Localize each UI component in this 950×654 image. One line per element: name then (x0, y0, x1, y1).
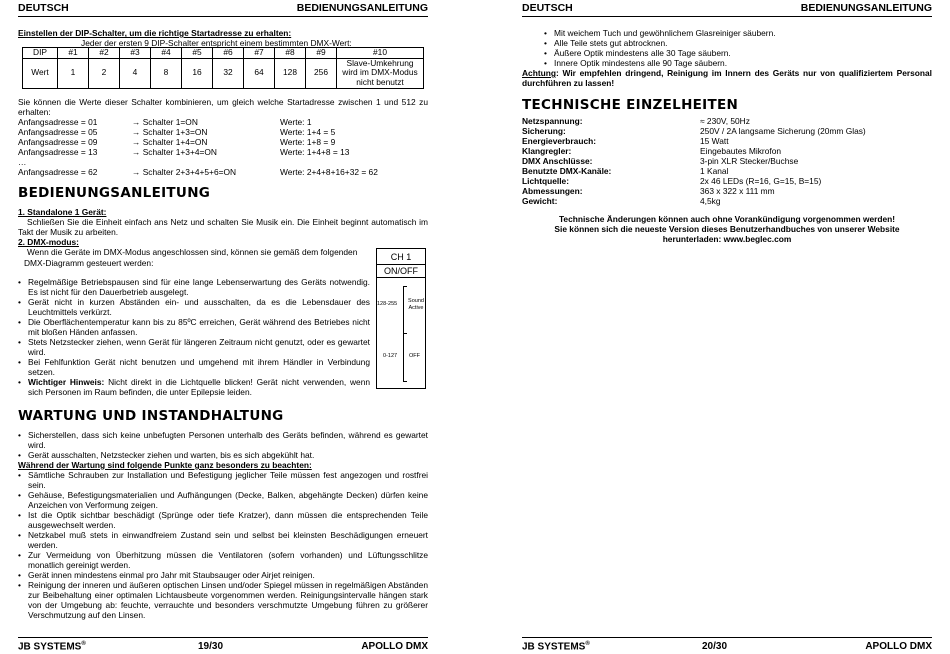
label-line: Sound (408, 298, 424, 304)
maintenance-heading: Während der Wartung sind folgende Punkte ganz besonders zu beachten: (18, 460, 312, 470)
dmx-diagram (376, 248, 426, 389)
spec-value: 1 Kanal (700, 166, 729, 176)
spec-value: 3-pin XLR Stecker/Buchse (700, 156, 799, 166)
list-item: • Stets Netzstecker ziehen, wenn Gerät für längeren Zeitraum nicht genutzt, oder es gewartet wird. (18, 337, 370, 357)
list-item: • Alle Teile stets gut abtrocknen. (544, 38, 932, 48)
spec-value: 15 Watt (700, 136, 729, 146)
section-heading-operation: BEDIENUNGSANLEITUNG (18, 185, 211, 201)
table-cell: #2 (89, 48, 120, 59)
spec-value: 2x 46 LEDs (R=16, G=15, B=15) (700, 176, 822, 186)
dip-heading: Einstellen der DIP-Schalter, um die richtige Startadresse zu erhalten: (18, 28, 292, 38)
brand-text: JB SYSTEMS (522, 641, 586, 653)
spec-key: DMX Anschlüsse: (522, 156, 593, 166)
table-cell: 64 (244, 58, 275, 88)
footer-brand (18, 641, 86, 652)
range-low-label: OFF (409, 353, 420, 359)
table-cell: 256 (306, 58, 337, 88)
address-list (18, 117, 428, 177)
spec-list (522, 116, 932, 206)
spec-row (522, 126, 932, 136)
table-cell: DIP (23, 48, 58, 59)
spec-key: Sicherung: (522, 126, 566, 136)
table-row (23, 58, 424, 88)
address-value: Werte: 1+4+8 = 13 (280, 147, 350, 157)
list-item: • Ist die Optik sichtbar beschädigt (Sprünge oder tiefe Kratzer), dann müssen die entsprechenden Teile ausgewechselt werden. (18, 510, 428, 530)
section-heading-specs: TECHNISCHE EINZELHEITEN (522, 97, 739, 113)
warning-text: Nicht direkt in die Lichtquelle blicken! Gerät nicht verwenden, wenn sich Personen im Raum befinden, die unter Epilepsie leiden. (28, 377, 371, 397)
cell-line: wird im DMX-Modus (342, 67, 418, 78)
spec-value: Eingebautes Mikrofon (700, 146, 782, 156)
table-cell: #10 (337, 48, 424, 59)
list-item (18, 127, 428, 137)
dmx-section (18, 237, 370, 268)
table-cell: #8 (275, 48, 306, 59)
address-switch: → Schalter 1+3+4=ON (132, 147, 217, 157)
header-language: DEUTSCH (522, 2, 573, 14)
page-number: 19/30 (198, 641, 224, 652)
table-cell: #3 (120, 48, 151, 59)
table-cell: 2 (89, 58, 120, 88)
spec-row (522, 166, 932, 176)
list-item: • Regelmäßige Betriebspausen sind für eine lange Lebenserwartung des Geräts notwendig. Es ist nicht für den Dauerbetrieb ausgelegt. (18, 277, 370, 297)
table-cell: Wert (23, 58, 58, 88)
list-item: • Gerät nicht in kurzen Abständen ein- und ausschalten, da es die Lebensdauer des Leuchtmittels verkürzt. (18, 297, 370, 317)
notice (522, 214, 932, 244)
list-item (18, 167, 428, 177)
list-item: • Äußere Optik mindestens alle 30 Tage säubern. (544, 48, 932, 58)
table-cell: 8 (151, 58, 182, 88)
dmx-title: 2. DMX-modus: (18, 237, 79, 247)
spec-row (522, 146, 932, 156)
address-start: Anfangsadresse = 05 (18, 127, 98, 137)
spec-key: Energieverbrauch: (522, 136, 597, 146)
notice-line: herunterladen: www.beglec.com (662, 234, 792, 244)
spec-key: Klangregler: (522, 146, 572, 156)
caution-text: : Wir empfehlen dringend, Reinigung im Innern des Geräts nur von qualifiziertem Personal durchführen zu lassen! (522, 68, 932, 88)
list-item: • Gehäuse, Befestigungsmaterialien und Aufhängungen (Decke, Balken, abgehängte Decken) dürfen keine Anzeichen von Verformung zeigen. (18, 490, 428, 510)
list-item: • Bei Fehlfunktion Gerät nicht benutzen und umgehend mit ihrem Händler in Verbindung setzen. (18, 357, 370, 377)
cell-line: Slave-Umkehrung (346, 57, 414, 68)
page-footer (18, 637, 428, 654)
table-cell: 32 (213, 58, 244, 88)
dip-section (18, 28, 428, 48)
registered-mark: ® (585, 641, 590, 647)
header-title: BEDIENUNGSANLEITUNG (296, 2, 428, 14)
footer-model: APOLLO DMX (865, 641, 932, 652)
spec-key: Gewicht: (522, 196, 558, 206)
address-switch: → Schalter 2+3+4+5+6=ON (132, 167, 237, 177)
dmx-text: Wenn die Geräte im DMX-Modus angeschlossen sind, können sie gemäß dem folgenden (27, 247, 358, 257)
page-header (522, 2, 932, 17)
page-header (18, 2, 428, 17)
standalone-title: 1. Standalone 1 Gerät: (18, 207, 107, 217)
address-switch: → Schalter 1=ON (132, 117, 198, 127)
list-item: • Die Oberflächentemperatur kann bis zu 85ºC erreichen, Gerät während des Betriebes nicht mit bloßen Händen anfassen. (18, 317, 370, 337)
header-title: BEDIENUNGSANLEITUNG (800, 2, 932, 14)
list-item: • Gerät innen mindestens einmal pro Jahr mit Staubsauger oder Airjet reinigen. (18, 570, 428, 580)
combine-text: Sie können die Werte dieser Schalter kombinieren, um gleich welche Startadresse zwischen 1 und 512 zu erhalten: (18, 97, 428, 117)
section-heading-maintenance: WARTUNG UND INSTANDHALTUNG (18, 408, 284, 424)
function-label: ON/OFF (384, 266, 418, 276)
spec-row (522, 156, 932, 166)
address-start: Anfangsadresse = 13 (18, 147, 98, 157)
list-item: • Sämtliche Schrauben zur Installation und Befestigung jeglicher Teile müssen fest angezogen und rostfrei sein. (18, 470, 428, 490)
maintenance-checks-list (18, 470, 428, 620)
channel-label: CH 1 (390, 252, 412, 262)
spec-key: Netzspannung: (522, 116, 583, 126)
spec-key: Lichtquelle: (522, 176, 569, 186)
header-language: DEUTSCH (18, 2, 69, 14)
cell-line: nicht benutzt (356, 76, 404, 87)
table-cell: #7 (244, 48, 275, 59)
dmx-text: DMX-Diagramm gesteuert werden: (24, 258, 154, 268)
dip-table (22, 47, 424, 89)
table-cell: 4 (120, 58, 151, 88)
address-value: Werte: 1 (280, 117, 312, 127)
spec-row (522, 196, 932, 206)
right-page (522, 0, 932, 654)
spec-value: 250V / 2A langsame Sicherung (20mm Glas) (700, 126, 866, 136)
table-cell: #4 (151, 48, 182, 59)
notice-line: Technische Änderungen können auch ohne Vorankündigung vorgenommen werden! (558, 214, 896, 224)
ellipsis (18, 157, 428, 167)
table-cell (337, 58, 424, 88)
footer-brand (522, 641, 590, 652)
table-cell: #9 (306, 48, 337, 59)
brand-text: JB SYSTEMS (18, 641, 82, 653)
range-low: 0-127 (383, 353, 398, 359)
address-start: Anfangsadresse = 01 (18, 117, 98, 127)
maintenance-list (18, 430, 428, 460)
spec-row (522, 116, 932, 126)
list-item (18, 137, 428, 147)
left-page (18, 0, 428, 654)
spec-row (522, 186, 932, 196)
standalone-section (18, 207, 428, 237)
label-line: Active (408, 305, 424, 311)
spec-row (522, 176, 932, 186)
list-item: • Reinigung der inneren und äußeren optischen Linsen und/oder Spiegel müssen in regelmäßigen Abständen zur Beibehaltung einer optimalen Lichtausbeute vorgenommen werden. Reinigungsintervalle hängen stark von der Umgebung ab: feuchte, verrauchte und besonders verschmutzte Umgebung führen zu größerer Verschmutzung auf den Linsen. (18, 580, 428, 620)
list-item: • Sicherstellen, dass sich keine unbefugten Personen unterhalb des Geräts befinden, während es gewartet wird. (18, 430, 428, 450)
notice-line: Sie können sich die neueste Version dieses Benutzerhandbuches von unserer Website (554, 224, 900, 234)
list-item: • Gerät ausschalten, Netzstecker ziehen und warten, bis es sich abgekühlt hat. (18, 450, 428, 460)
list-item: • Netzkabel muß stets in einwandfreiem Zustand sein und selbst bei kleinsten Beschädigungen erneuert werden. (18, 530, 428, 550)
address-value: Werte: 2+4+8+16+32 = 62 (280, 167, 378, 177)
list-item (18, 117, 428, 127)
page-footer (522, 637, 932, 654)
caution-label: Achtung (522, 68, 556, 78)
address-start: Anfangsadresse = 09 (18, 137, 98, 147)
address-switch: → Schalter 1+4=ON (132, 137, 208, 147)
spec-row (522, 136, 932, 146)
address-value: Werte: 1+4 = 5 (280, 127, 336, 137)
spec-value: ≈ 230V, 50Hz (700, 116, 750, 126)
spec-value: 4,5kg (700, 196, 721, 206)
range-high: 128-255 (377, 301, 398, 307)
warning-label: Wichtiger Hinweis: (28, 377, 105, 387)
list-item (18, 377, 370, 397)
page-number: 20/30 (702, 641, 728, 652)
list-item: • Zur Vermeidung von Überhitzung müssen die Ventilatoren (sofern vorhanden) und Lüftungsschlitze monatlich gereinigt werden. (18, 550, 428, 570)
table-cell: 1 (58, 58, 89, 88)
standalone-text: Schließen Sie die Einheit einfach ans Netz und schalten Sie Musik ein. Die Einheit beginnt automatisch im Takt der Musik zu arbeiten. (18, 217, 428, 237)
table-cell: 16 (182, 58, 213, 88)
caution-note (522, 68, 932, 88)
cleaning-list (544, 28, 932, 68)
spec-key: Benutzte DMX-Kanäle: (522, 166, 612, 176)
table-cell: #5 (182, 48, 213, 59)
table-row (23, 48, 424, 59)
table-cell: #1 (58, 48, 89, 59)
dip-subheading: Jeder der ersten 9 DIP-Schalter entspricht einem bestimmten DMX-Wert: (81, 38, 352, 48)
ellipsis-text: … (18, 157, 27, 167)
address-start: Anfangsadresse = 62 (18, 167, 98, 177)
footer-model: APOLLO DMX (361, 641, 428, 652)
spec-key: Abmessungen: (522, 186, 583, 196)
table-cell: 128 (275, 58, 306, 88)
spec-value: 363 x 322 x 111 mm (700, 186, 775, 196)
list-item: • Mit weichem Tuch und gewöhnlichem Glasreiniger säubern. (544, 28, 932, 38)
safety-list (18, 277, 370, 397)
table-cell: #6 (213, 48, 244, 59)
range-high-label (407, 298, 425, 312)
address-switch: → Schalter 1+3=ON (132, 127, 208, 137)
registered-mark: ® (81, 641, 86, 647)
list-item (18, 147, 428, 157)
address-value: Werte: 1+8 = 9 (280, 137, 336, 147)
list-item: • Innere Optik mindestens alle 90 Tage säubern. (544, 58, 932, 68)
